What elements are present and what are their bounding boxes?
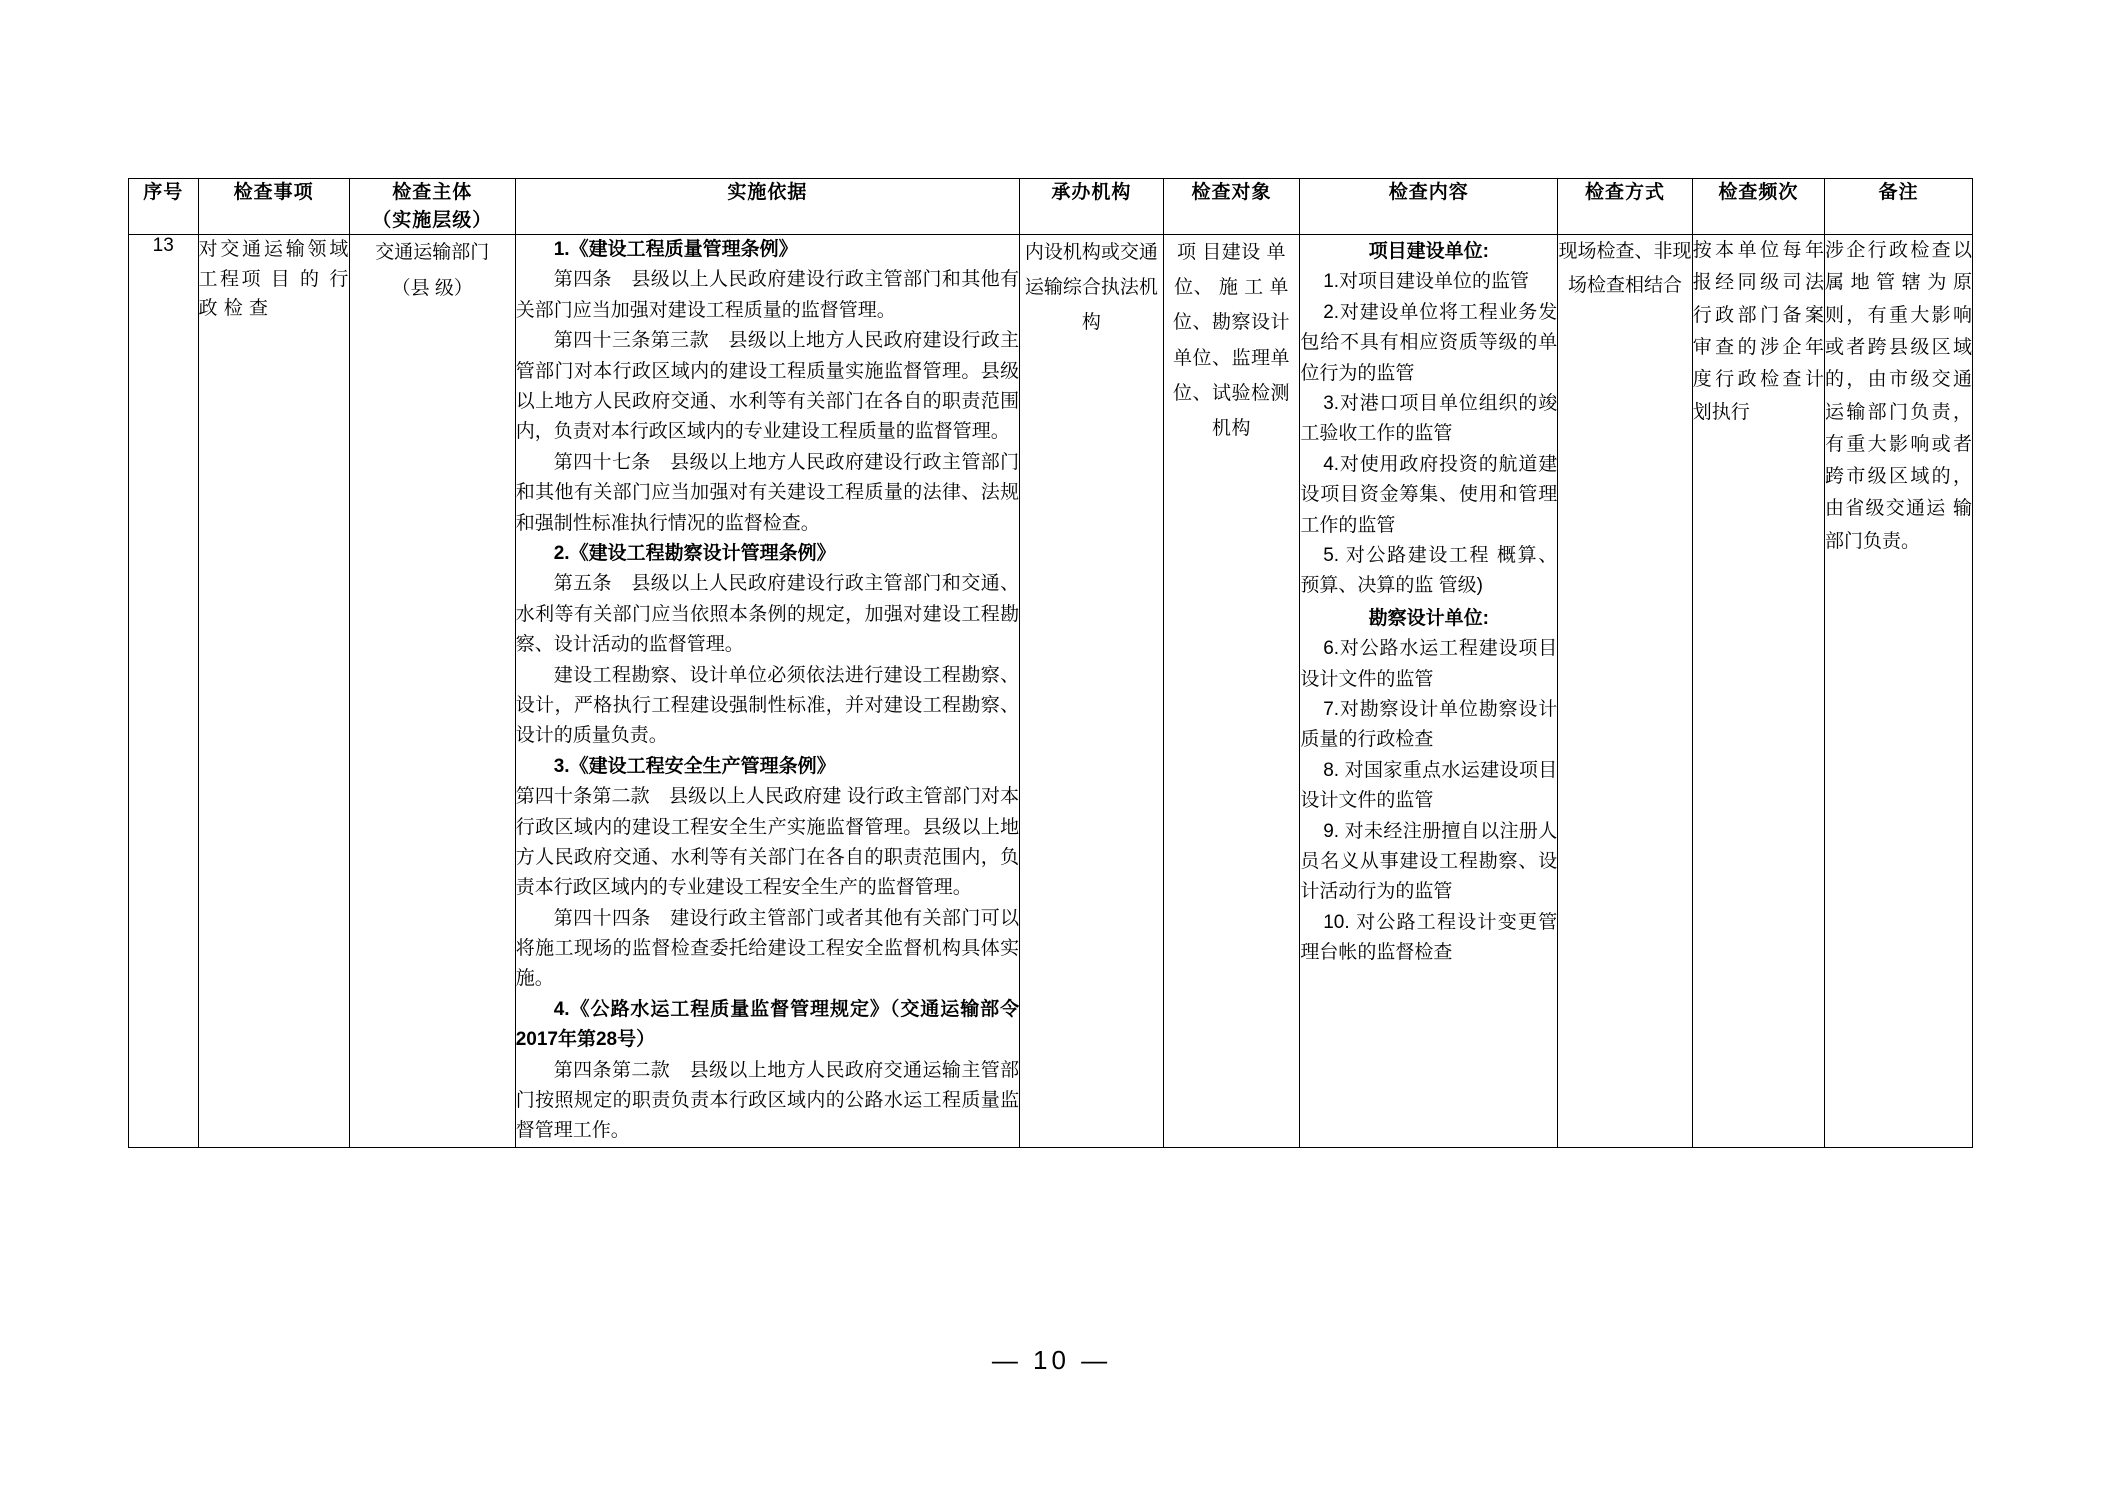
cell-item: 对交通运输领域工程项 目 的 行 政 检 查 xyxy=(198,235,349,1148)
header-subject-line2: （实施层级） xyxy=(372,209,493,231)
content-paragraph: 7.对勘察设计单位勘察设计质量的行政检查 xyxy=(1300,698,1558,751)
header-content: 检查内容 xyxy=(1300,179,1558,235)
header-subject-line1: 检查主体 xyxy=(392,182,473,203)
content-paragraph: 项目建设单位: xyxy=(1368,241,1489,263)
basis-paragraph: 第四条第二款 县级以上地方人民政府交通运输主管部门按照规定的职责负责本行政区域内的公路水运工程质量监督管理工作。 xyxy=(515,1059,1020,1142)
inspection-table xyxy=(128,178,1973,1148)
header-frequency: 检查频次 xyxy=(1692,179,1824,235)
basis-paragraph: 4.《公路水运工程质量监督管理规定》（交通运输部令2017年第28号） xyxy=(515,998,1020,1051)
basis-paragraph: 第四条 县级以上人民政府建设行政主管部门和其他有关部门应当加强对建设工程质量的监督管理。 xyxy=(515,269,1020,321)
header-target: 检查对象 xyxy=(1163,179,1300,235)
cell-subject xyxy=(349,235,515,1148)
table-header-row xyxy=(129,179,1973,235)
table-row xyxy=(129,235,1973,1148)
basis-paragraph: 2.《建设工程勘察设计管理条例》 xyxy=(553,543,836,564)
content-paragraph: 8. 对国家重点水运建设项目设计文件的监管 xyxy=(1300,759,1558,812)
inspection-table-container xyxy=(128,178,1973,1148)
cell-subject-line1: 交通运输部门 xyxy=(375,242,490,264)
content-paragraph: 勘察设计单位: xyxy=(1368,607,1489,629)
page-number: — 10 — xyxy=(991,1345,1112,1375)
content-paragraph: 10. 对公路工程设计变更管理台帐的监督检查 xyxy=(1300,911,1558,964)
header-seq: 序号 xyxy=(129,179,199,235)
basis-paragraph: 第四十七条 县级以上地方人民政府建设行政主管部门和其他有关部门应当加强对有关建设工程质量的法律、法规和强制性标准执行情况的监督检查。 xyxy=(515,451,1020,534)
basis-paragraph: 第四十三条第三款 县级以上地方人民政府建设行政主管部门对本行政区域内的建设工程质量实施监督管理。县级以上地方人民政府交通、水利等有关部门在各自的职责范围内，负责对本行政区域内的专业建设工程质量的监督管理。 xyxy=(515,330,1020,443)
header-org: 承办机构 xyxy=(1020,179,1163,235)
header-item: 检查事项 xyxy=(198,179,349,235)
content-paragraph: 3.对港口项目单位组织的竣工验收工作的监管 xyxy=(1300,393,1558,445)
cell-target: 项 目建设 单位、 施 工 单位、勘察设计单位、监理单位、试验检测机构 xyxy=(1163,235,1300,1148)
header-subject xyxy=(349,179,515,235)
basis-paragraph: 1.《建设工程质量管理条例》 xyxy=(553,239,798,261)
header-basis: 实施依据 xyxy=(515,179,1019,235)
cell-frequency: 按本单位每年报经同级司法行政部门备案审查的涉企年度行政检查计划执行 xyxy=(1692,235,1824,1148)
cell-org: 内设机构或交通运输综合执法机构 xyxy=(1020,235,1163,1148)
content-paragraph: 5. 对公路建设工程 概算、预算、决算的监 管级) xyxy=(1300,545,1558,597)
cell-subject-line2: （县 级） xyxy=(391,278,473,300)
cell-content xyxy=(1300,235,1558,1148)
basis-paragraph: 3.《建设工程安全生产管理条例》 xyxy=(553,755,836,777)
basis-paragraph: 第四十四条 建设行政主管部门或者其他有关部门可以将施工现场的监督检查委托给建设工程安全监督机构具体实施。 xyxy=(515,907,1020,990)
cell-method: 现场检查、非现场检查相结合 xyxy=(1558,235,1693,1148)
header-remark: 备注 xyxy=(1824,179,1972,235)
basis-paragraph: 第四十条第二款 县级以上人民政府建 设行政主管部门对本行政区域内的建设工程安全生产实施监督管理。县级以上地方人民政府交通、水利等有关部门在各自的职责范围内，负责本行政区域内的专业建设工程安全生产的监督管理。 xyxy=(515,786,1020,899)
content-paragraph: 6.对公路水运工程建设项目设计文件的监管 xyxy=(1300,638,1558,690)
header-method: 检查方式 xyxy=(1558,179,1693,235)
basis-paragraph: 第五条 县级以上人民政府建设行政主管部门和交通、水利等有关部门应当依照本条例的规定，加强对建设工程勘察、设计活动的监督管理。 xyxy=(515,573,1020,656)
basis-paragraph: 建设工程勘察、设计单位必须依法进行建设工程勘察、设计，严格执行工程建设强制性标准，并对建设工程勘察、设计的质量负责。 xyxy=(515,664,1020,747)
cell-basis xyxy=(515,235,1019,1148)
cell-seq: 13 xyxy=(129,235,199,1148)
content-paragraph: 9. 对未经注册擅自以注册人员名义从事建设工程勘察、设计活动行为的监管 xyxy=(1300,820,1558,903)
cell-remark: 涉企行政检查以属地管辖为原则，有重大影响或者跨县级区域的，由市级交通运输部门负责，有重大影响或者跨市级区域的，由省级交通运 输部门负责。 xyxy=(1824,235,1972,1148)
content-paragraph: 4.对使用政府投资的航道建设项目资金筹集、使用和管理工作的监管 xyxy=(1300,453,1558,536)
content-paragraph: 1.对项目建设单位的监管 xyxy=(1323,271,1530,293)
content-paragraph: 2.对建设单位将工程业务发包给不具有相应资质等级的单位行为的监管 xyxy=(1300,301,1558,384)
